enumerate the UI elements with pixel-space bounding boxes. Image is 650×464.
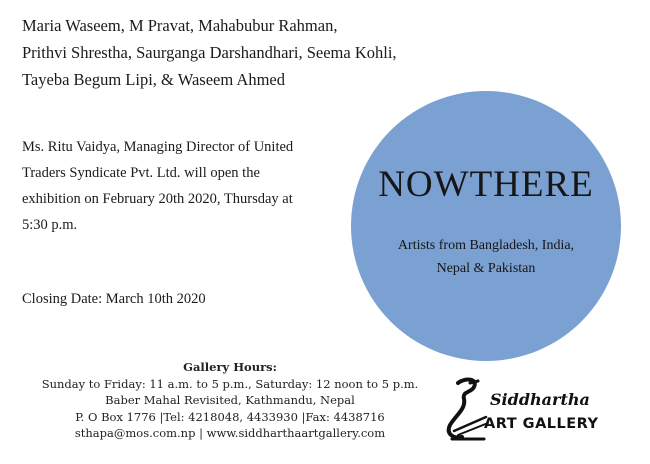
- web-text: sthapa@mos.com.np | www.siddharthaartgallery.com: [74, 426, 386, 440]
- artist-line: Tayeba Begum Lipi, & Waseem Ahmed: [22, 70, 285, 89]
- opening-line: Ms. Ritu Vaidya, Managing Director of United: [22, 139, 294, 155]
- hours-heading: Gallery Hours:: [183, 360, 277, 374]
- subtitle-line: Nepal & Pakistan: [436, 261, 536, 276]
- hours-text: Sunday to Friday: 11 a.m. to 5 p.m., Saturday: 12 noon to 5 p.m.: [41, 376, 419, 391]
- gallery-logo: [444, 375, 634, 445]
- exhibition-title: NOWTHERE: [378, 164, 594, 205]
- opening-line: 5:30 p.m.: [22, 217, 78, 233]
- contact-text: P. O Box 1776 |Tel: 4218048, 4433930 |Fax: 4438716: [75, 409, 385, 424]
- logo-name: Siddhartha: [490, 390, 590, 409]
- artist-line: Prithvi Shrestha, Saurganga Darshandhari, Seema Kohli,: [22, 43, 397, 62]
- address-text: Baber Mahal Revisited, Kathmandu, Nepal: [105, 393, 355, 407]
- opening-line: Traders Syndicate Pvt. Ltd. will open the: [22, 165, 260, 181]
- exhibition-circle: [351, 91, 621, 361]
- subtitle-line: Artists from Bangladesh, India,: [397, 238, 575, 253]
- swan-figure-icon: [444, 375, 504, 445]
- logo-subtitle: ART GALLERY: [484, 416, 599, 432]
- opening-info: [22, 134, 332, 238]
- gallery-info: [20, 359, 440, 442]
- closing-date: Closing Date: March 10th 2020: [22, 291, 206, 307]
- artist-list: [22, 12, 402, 93]
- opening-line: exhibition on February 20th 2020, Thursday at: [22, 191, 293, 207]
- exhibition-subtitle: [351, 234, 621, 280]
- artist-line: Maria Waseem, M Pravat, Mahabubur Rahman,: [22, 16, 338, 35]
